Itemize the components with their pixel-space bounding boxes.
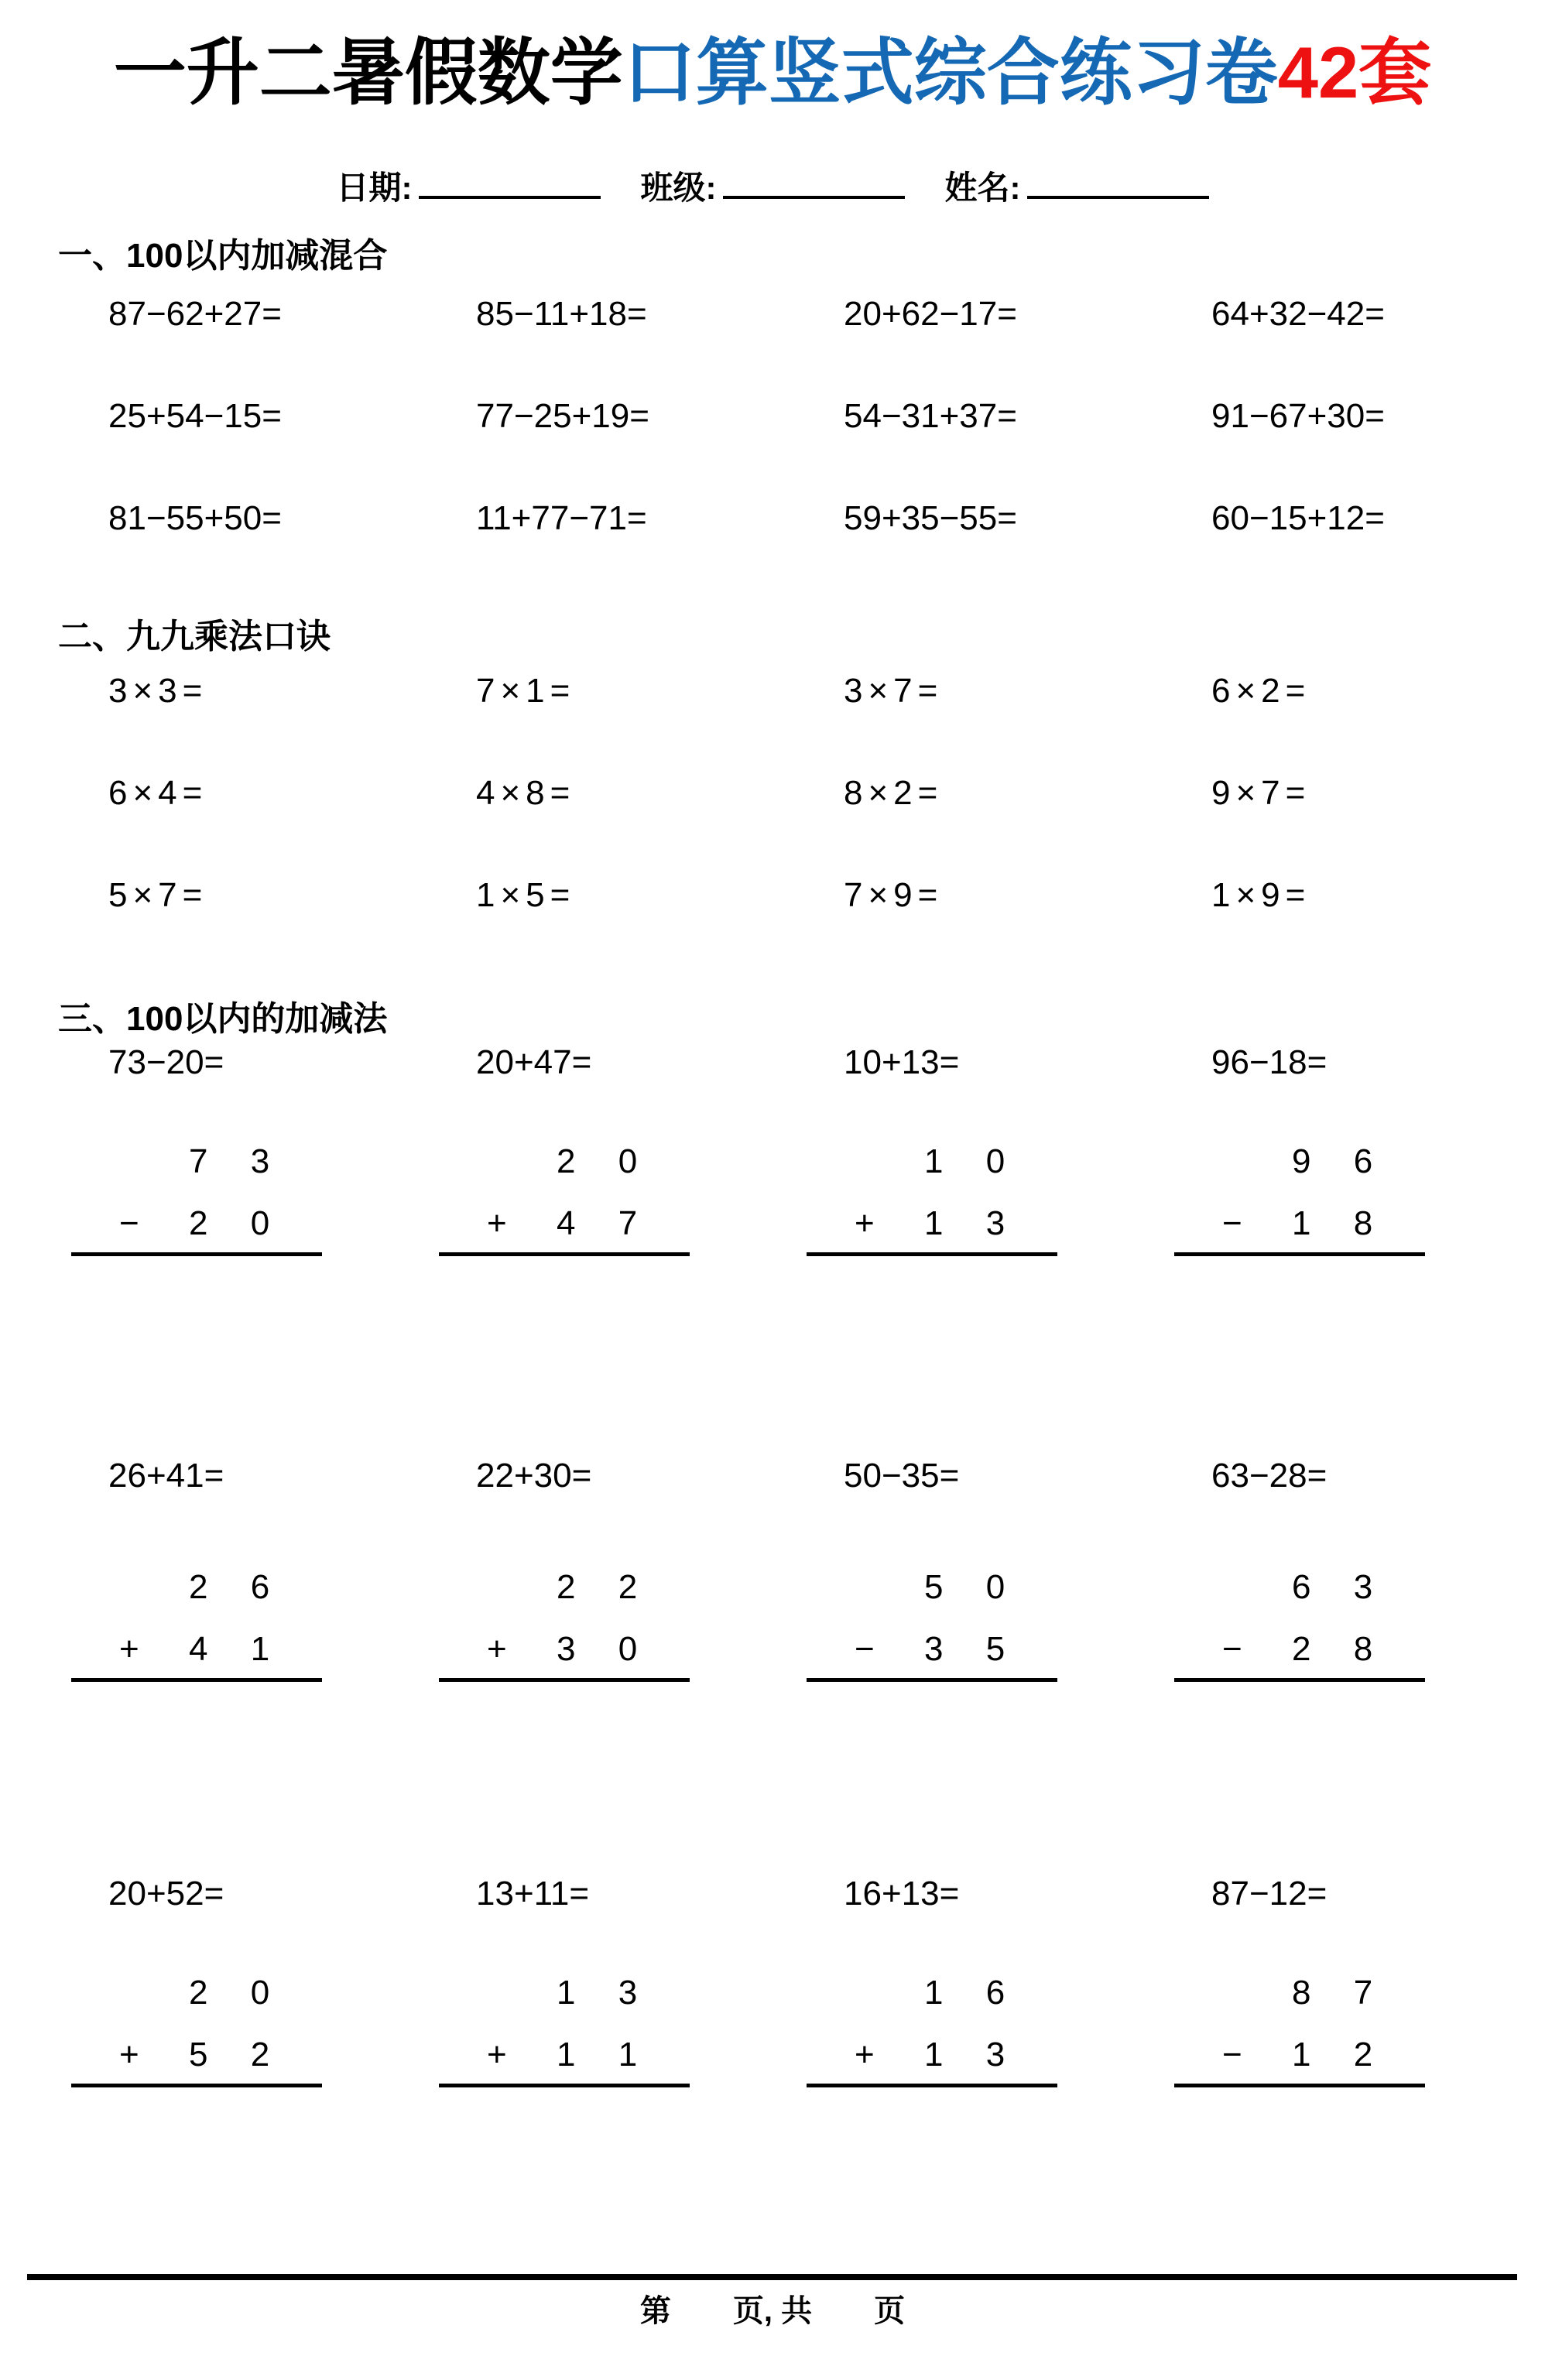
- section-3-group-2-expressions: [0, 1457, 1545, 1495]
- vform-operator: −: [855, 1630, 875, 1668]
- vform-operator: −: [1222, 1630, 1242, 1668]
- vform-operator: +: [855, 2036, 875, 2074]
- vform-operator: −: [1222, 1204, 1242, 1242]
- vform-operator: +: [855, 1204, 875, 1242]
- vertical-form: [1174, 1975, 1425, 2087]
- problem-expression: 9×7=: [1211, 774, 1311, 812]
- footer-rule-line: [27, 2274, 1517, 2280]
- problem-expression: 6×2=: [1211, 672, 1311, 710]
- vertical-form: [1174, 1144, 1425, 1256]
- vertical-form: [807, 1144, 1057, 1256]
- vform-answer-line: [1174, 2084, 1425, 2087]
- vform-answer-line: [439, 1678, 690, 1682]
- vertical-form: [71, 1975, 322, 2087]
- section-1-row-3: [0, 499, 1545, 538]
- problem-expression: 20+62−17=: [844, 295, 1017, 333]
- vform-top-number: 2 0: [189, 1974, 270, 2012]
- name-blank-field: [1027, 188, 1209, 199]
- problem-expression: 59+35−55=: [844, 499, 1017, 537]
- problem-expression: 5×7=: [108, 876, 208, 914]
- vertical-form: [71, 1144, 322, 1256]
- vform-answer-line: [439, 2084, 690, 2087]
- vform-answer-line: [71, 1252, 322, 1256]
- problem-expression: 87−12=: [1211, 1875, 1327, 1913]
- vform-top-number: 2 2: [557, 1568, 638, 1606]
- problem-expression: 4×8=: [476, 774, 576, 812]
- vform-operator: +: [487, 1204, 507, 1242]
- problem-expression: 6×4=: [108, 774, 208, 812]
- worksheet-title: [0, 26, 1545, 119]
- section-3-group-2-vertical-forms: [0, 1570, 1545, 1682]
- vform-top-number: 7 3: [189, 1142, 270, 1180]
- vform-top-number: 1 0: [924, 1142, 1005, 1180]
- date-blank-field: [419, 188, 601, 199]
- vform-bottom-number: 4 1: [189, 1630, 270, 1668]
- vform-top-number: 1 3: [557, 1974, 638, 2012]
- vform-operator: +: [487, 1630, 507, 1668]
- problem-expression: 77−25+19=: [476, 397, 649, 435]
- vform-answer-line: [1174, 1678, 1425, 1682]
- page-number-footer: 第 页, 共 页: [639, 2294, 906, 2328]
- section-2-heading: 二、九九乘法口诀: [58, 618, 331, 656]
- vform-operator: −: [119, 1204, 139, 1242]
- section-3-heading: 三、100以内的加减法: [58, 1000, 388, 1038]
- problem-expression: 13+11=: [476, 1875, 590, 1913]
- section-3-group-3-expressions: [0, 1875, 1545, 1913]
- vform-bottom-number: 2 8: [1292, 1630, 1373, 1668]
- vform-top-number: 2 6: [189, 1568, 270, 1606]
- vform-answer-line: [1174, 1252, 1425, 1256]
- vform-top-number: 8 7: [1292, 1974, 1373, 2012]
- problem-expression: 11+77−71=: [476, 499, 647, 537]
- vform-bottom-number: 3 0: [557, 1630, 638, 1668]
- vform-bottom-number: 1 8: [1292, 1204, 1373, 1242]
- problem-expression: 20+52=: [108, 1875, 224, 1913]
- vform-bottom-number: 1 3: [924, 1204, 1005, 1242]
- section-1-heading: 一、100以内加减混合: [58, 237, 388, 275]
- problem-expression: 10+13=: [844, 1043, 960, 1081]
- vform-answer-line: [71, 2084, 322, 2087]
- problem-expression: 1×5=: [476, 876, 576, 914]
- problem-expression: 91−67+30=: [1211, 397, 1385, 435]
- problem-expression: 63−28=: [1211, 1457, 1327, 1495]
- problem-expression: 20+47=: [476, 1043, 592, 1081]
- section-2-row-1: [0, 672, 1545, 711]
- problem-expression: 1×9=: [1211, 876, 1311, 914]
- date-label: 日期:: [336, 170, 413, 206]
- problem-expression: 96−18=: [1211, 1043, 1327, 1081]
- vform-top-number: 2 0: [557, 1142, 638, 1180]
- vform-top-number: 9 6: [1292, 1142, 1373, 1180]
- vform-operator: +: [487, 2036, 507, 2074]
- vertical-form: [807, 1570, 1057, 1682]
- section-2-row-3: [0, 876, 1545, 915]
- problem-expression: 85−11+18=: [476, 295, 647, 333]
- problem-expression: 3×3=: [108, 672, 208, 710]
- problem-expression: 26+41=: [108, 1457, 224, 1495]
- vform-answer-line: [807, 1252, 1057, 1256]
- vertical-form: [439, 1570, 690, 1682]
- vertical-form: [807, 1975, 1057, 2087]
- vertical-form: [1174, 1570, 1425, 1682]
- vertical-form: [439, 1144, 690, 1256]
- student-info-line: [0, 163, 1545, 209]
- problem-expression: 81−55+50=: [108, 499, 282, 537]
- title-part-blue: 口算竖式综合练习卷: [622, 32, 1278, 113]
- vform-bottom-number: 4 7: [557, 1204, 638, 1242]
- problem-expression: 3×7=: [844, 672, 944, 710]
- vform-bottom-number: 2 0: [189, 1204, 270, 1242]
- problem-expression: 87−62+27=: [108, 295, 282, 333]
- problem-expression: 60−15+12=: [1211, 499, 1385, 537]
- section-3-group-3-vertical-forms: [0, 1975, 1545, 2087]
- problem-expression: 7×1=: [476, 672, 576, 710]
- title-part-black: 一升二暑假数学: [113, 32, 623, 113]
- vform-answer-line: [807, 2084, 1057, 2087]
- vform-answer-line: [439, 1252, 690, 1256]
- problem-expression: 64+32−42=: [1211, 295, 1385, 333]
- section-2-row-2: [0, 774, 1545, 813]
- problem-expression: 54−31+37=: [844, 397, 1017, 435]
- vform-top-number: 6 3: [1292, 1568, 1373, 1606]
- vertical-form: [439, 1975, 690, 2087]
- vform-top-number: 1 6: [924, 1974, 1005, 2012]
- vform-bottom-number: 1 3: [924, 2036, 1005, 2074]
- vform-bottom-number: 1 1: [557, 2036, 638, 2074]
- section-1-row-2: [0, 397, 1545, 436]
- title-part-red: 42套: [1277, 32, 1432, 113]
- section-3-group-1-expressions: [0, 1043, 1545, 1082]
- problem-expression: 73−20=: [108, 1043, 224, 1081]
- class-label: 班级:: [640, 170, 717, 206]
- vform-answer-line: [807, 1678, 1057, 1682]
- problem-expression: 22+30=: [476, 1457, 592, 1495]
- problem-expression: 25+54−15=: [108, 397, 282, 435]
- vertical-form: [71, 1570, 322, 1682]
- vform-bottom-number: 3 5: [924, 1630, 1005, 1668]
- name-label: 姓名:: [944, 170, 1021, 206]
- problem-expression: 50−35=: [844, 1457, 960, 1495]
- vform-operator: +: [119, 2036, 139, 2074]
- vform-top-number: 5 0: [924, 1568, 1005, 1606]
- section-1-row-1: [0, 295, 1545, 334]
- vform-bottom-number: 5 2: [189, 2036, 270, 2074]
- section-3-group-1-vertical-forms: [0, 1144, 1545, 1256]
- vform-answer-line: [71, 1678, 322, 1682]
- vform-operator: +: [119, 1630, 139, 1668]
- vform-operator: −: [1222, 2036, 1242, 2074]
- class-blank-field: [723, 188, 905, 199]
- problem-expression: 16+13=: [844, 1875, 960, 1913]
- problem-expression: 8×2=: [844, 774, 944, 812]
- vform-bottom-number: 1 2: [1292, 2036, 1373, 2074]
- problem-expression: 7×9=: [844, 876, 944, 914]
